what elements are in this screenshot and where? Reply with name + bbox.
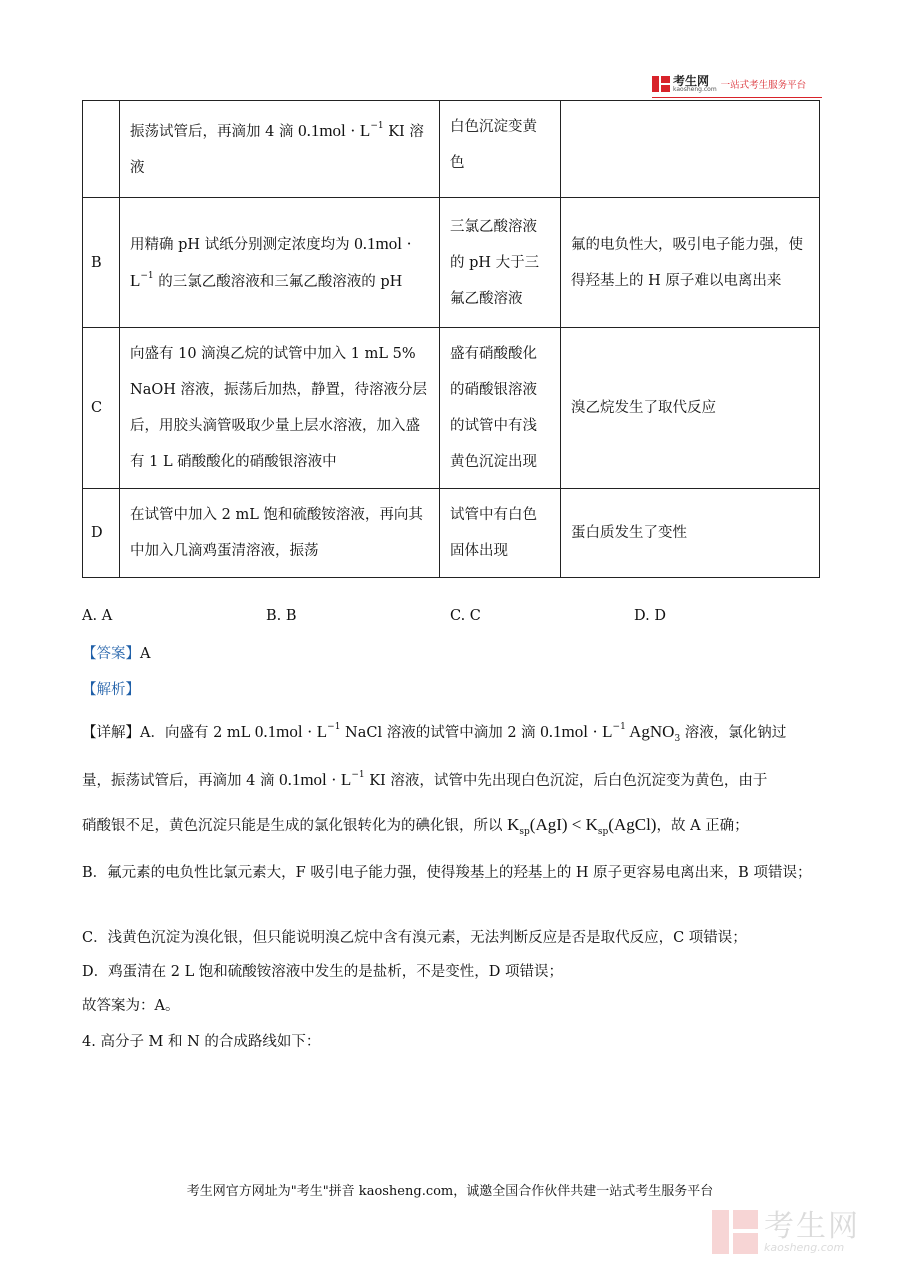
analysis-tag: 【解析】 xyxy=(82,682,140,698)
choice-c: C. C xyxy=(450,608,481,624)
row-operation: 用精确 pH 试纸分别测定浓度均为 $0.1mol \cdot L^{-1}$ 的三氯乙酸溶液和三氟乙酸溶液的 pH xyxy=(120,198,440,328)
watermark-domain: kaosheng.com xyxy=(764,1240,845,1254)
watermark-logo-icon xyxy=(712,1208,758,1256)
header-divider xyxy=(652,97,822,98)
next-question: 4. 高分子 M 和 N 的合成路线如下： xyxy=(82,1034,321,1050)
logo-domain: kaosheng.com xyxy=(673,86,717,93)
row-operation: 振荡试管后，再滴加 4 滴 $0.1mol \cdot L^{-1}$ KI 溶液 xyxy=(120,101,440,198)
row-option: D xyxy=(83,489,120,578)
detail-tag: 【详解】 xyxy=(82,725,140,741)
table-row xyxy=(83,198,820,328)
answer-value: A xyxy=(140,646,151,662)
row-conclusion: 蛋白质发生了变性 xyxy=(561,489,820,578)
logo-name: 考生网 xyxy=(673,74,710,88)
watermark xyxy=(712,1206,882,1258)
row-phenomenon: 三氯乙酸溶液的 pH 大于三氟乙酸溶液 xyxy=(440,198,561,328)
detail-b: B．氟元素的电负性比氯元素大，F 吸引电子能力强，使得羧基上的羟基上的 H 原子更容易电离出来，B 项错误； xyxy=(82,865,812,881)
row-conclusion: 溴乙烷发生了取代反应 xyxy=(561,328,820,489)
detail-line-2: 量，振荡试管后，再滴加 4 滴 $0.1mol \cdot L^{-1}$ KI 溶液，试管中先出现白色沉淀，后白色沉淀变为黄色，由于 xyxy=(82,770,768,789)
choice-a: A. A xyxy=(82,608,113,624)
row-option: C xyxy=(83,328,120,489)
table-row xyxy=(83,328,820,489)
row-operation: 向盛有 10 滴溴乙烷的试管中加入 1 mL 5% NaOH 溶液，振荡后加热，静置，待溶液分层后，用胶头滴管吸取少量上层水溶液，加入盛有 1 L 硝酸酸化的硝酸银溶液中 xyxy=(120,328,440,489)
detail-line-1: 【详解】A．向盛有 2 mL $0.1mol \cdot L^{-1}$ NaCl 溶液的试管中滴加 2 滴 $0.1mol \cdot L^{-1}$ AgNO$_3$ 溶液，氯化钠过 xyxy=(82,722,787,744)
row-option: B xyxy=(83,198,120,328)
answer-tag: 【答案】 xyxy=(82,646,140,662)
footer-text: 考生网官方网址为"考生"拼音 kaosheng.com，诚邀全国合作伙伴共建一站式考生服务平台 xyxy=(186,1184,714,1199)
row-phenomenon: 盛有硝酸酸化的硝酸银溶液的试管中有浅黄色沉淀出现 xyxy=(440,328,561,489)
choice-b: B. B xyxy=(266,608,297,624)
answer-line xyxy=(82,644,819,664)
detail-line-3: 硝酸银不足，黄色沉淀只能是生成的氯化银转化为的碘化银，所以 $K_{sp}(AgI)$ < $K_{sp}(AgCl)$，故 A 正确； xyxy=(82,815,749,837)
detail-d: D．鸡蛋清在 2 L 饱和硫酸铵溶液中发生的是盐析，不是变性，D 项错误； xyxy=(82,964,564,980)
choice-d: D. D xyxy=(634,608,666,624)
watermark-name: 考生网 xyxy=(764,1208,860,1244)
row-option xyxy=(83,101,120,198)
detail-c: C．浅黄色沉淀为溴化银，但只能说明溴乙烷中含有溴元素，无法判断反应是否是取代反应，C 项错误； xyxy=(82,930,747,946)
detail-conclusion: 故答案为：A。 xyxy=(82,998,180,1014)
logo-mark-icon xyxy=(652,74,670,94)
table-row xyxy=(83,101,820,198)
answer-choices xyxy=(82,608,819,630)
experiment-table xyxy=(82,100,820,578)
header-logo xyxy=(652,73,822,95)
row-phenomenon: 试管中有白色固体出现 xyxy=(440,489,561,578)
row-phenomenon: 白色沉淀变黄色 xyxy=(440,101,561,198)
logo-slogan: 一站式考生服务平台 xyxy=(720,80,807,91)
row-conclusion xyxy=(561,101,820,198)
row-operation: 在试管中加入 2 mL 饱和硫酸铵溶液，再向其中加入几滴鸡蛋清溶液，振荡 xyxy=(120,489,440,578)
row-conclusion: 氟的电负性大，吸引电子能力强，使得羟基上的 H 原子难以电离出来 xyxy=(561,198,820,328)
table-row xyxy=(83,489,820,578)
